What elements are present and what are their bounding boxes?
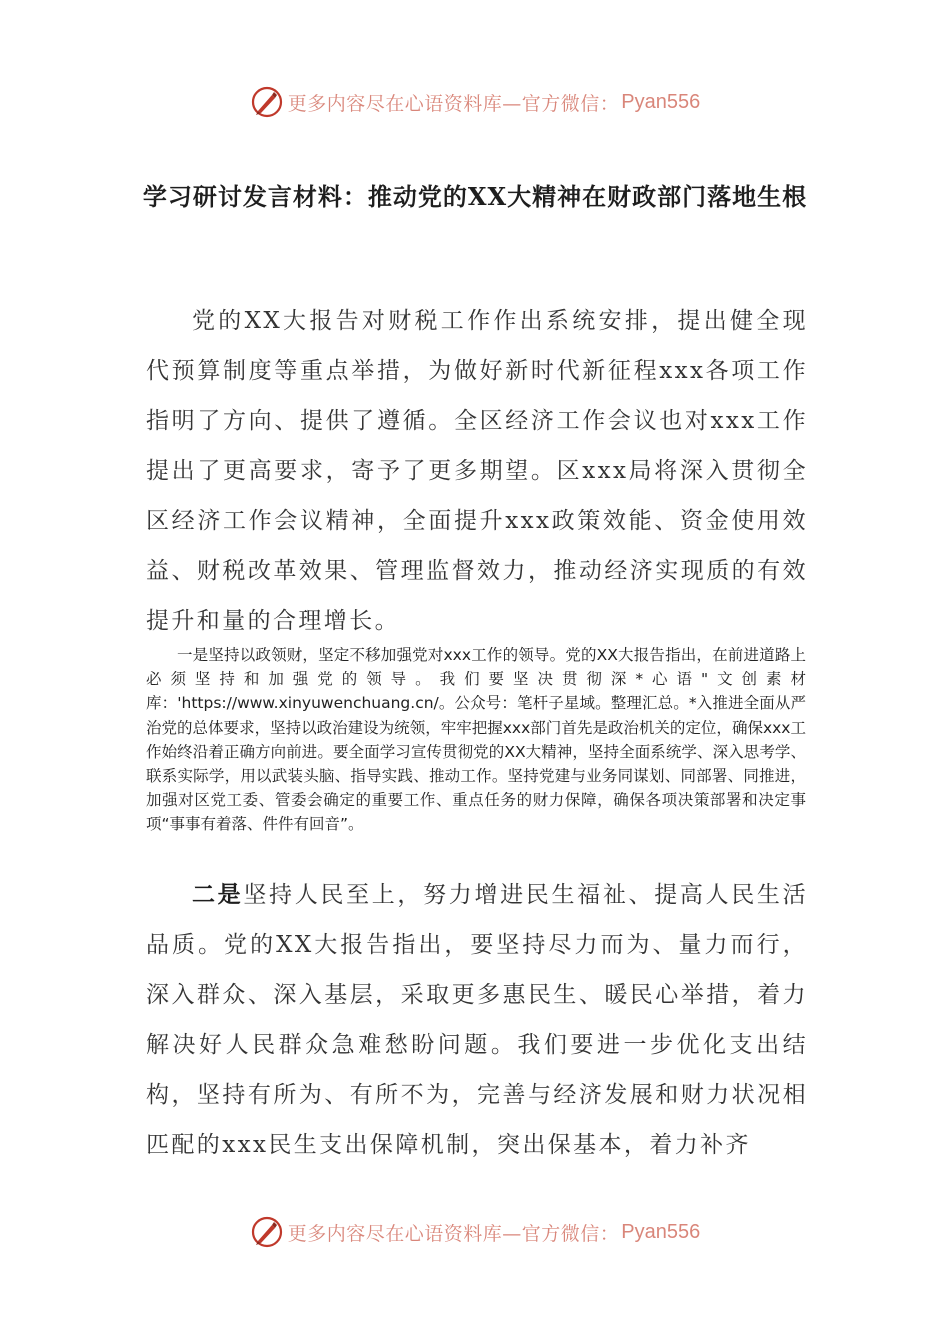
footer-watermark <box>0 1212 950 1252</box>
paragraph-point-one: 一是坚持以政领财，坚定不移加强党对xxx工作的领导。党的XX大报告指出，在前进道路上必须坚持和加强党的领导。我们要坚决贯彻深*心语"文创素材库：'https://www.xinyuwenchuang.cn/。公众号：笔杆子星域。整理汇总。*入推进全面从严治党的总体要求，坚持以政治建设为统领，牢牢把握xxx部门首先是政治机关的定位，确保xxx工作始终沿着正确方向前进。要全面学习宣传贯彻党的XX大精神，坚持全面系统学、深入思考学、联系实际学，用以武装头脑、指导实践、推动工作。坚持党建与业务同谋划、同部署、同推进，加强对区党工委、管委会确定的重要工作、重点任务的财力保障，确保各项决策部署和决定事项“事事有着落、件件有回音”。 <box>146 646 806 834</box>
paragraph-point-two <box>146 870 808 1170</box>
paragraph-point-two-body: 坚持人民至上，努力增进民生福祉、提高人民生活品质。党的XX大报告指出，要坚持尽力而为、量力而行，深入群众、深入基层，采取更多惠民生、暖民心举措，着力解决好人民群众急难愁盼问题。我们要进一步优化支出结构，坚持有所为、有所不为，完善与经济发展和财力状况相匹配的xxx民生支出保障机制，突出保基本，着力补齐 <box>146 882 808 1158</box>
pen-logo-icon <box>250 85 284 119</box>
watermark-text: 更多内容尽在心语资料库—官方微信： <box>287 92 620 115</box>
pen-logo-icon <box>250 1215 284 1249</box>
paragraph-intro: 党的XX大报告对财税工作作出系统安排，提出健全现代预算制度等重点举措，为做好新时代新征程xxx各项工作指明了方向、提供了遵循。全区经济工作会议也对xxx工作提出了更高要求，寄予了更多期望。区xxx局将深入贯彻全区经济工作会议精神，全面提升xxx政策效能、资金使用效益、财税改革效果、管理监督效力，推动经济实现质的有效提升和量的合理增长。 <box>146 308 808 634</box>
paragraph-point-two-lead: 二是 <box>192 881 244 908</box>
header-watermark <box>0 82 950 122</box>
watermark-wechat-id: Pyan556 <box>621 1220 701 1243</box>
watermark-text: 更多内容尽在心语资料库—官方微信： <box>287 1222 620 1245</box>
watermark-wechat-id: Pyan556 <box>621 90 701 113</box>
document-title: 学习研讨发言材料：推动党的XX大精神在财政部门落地生根 <box>142 182 808 211</box>
